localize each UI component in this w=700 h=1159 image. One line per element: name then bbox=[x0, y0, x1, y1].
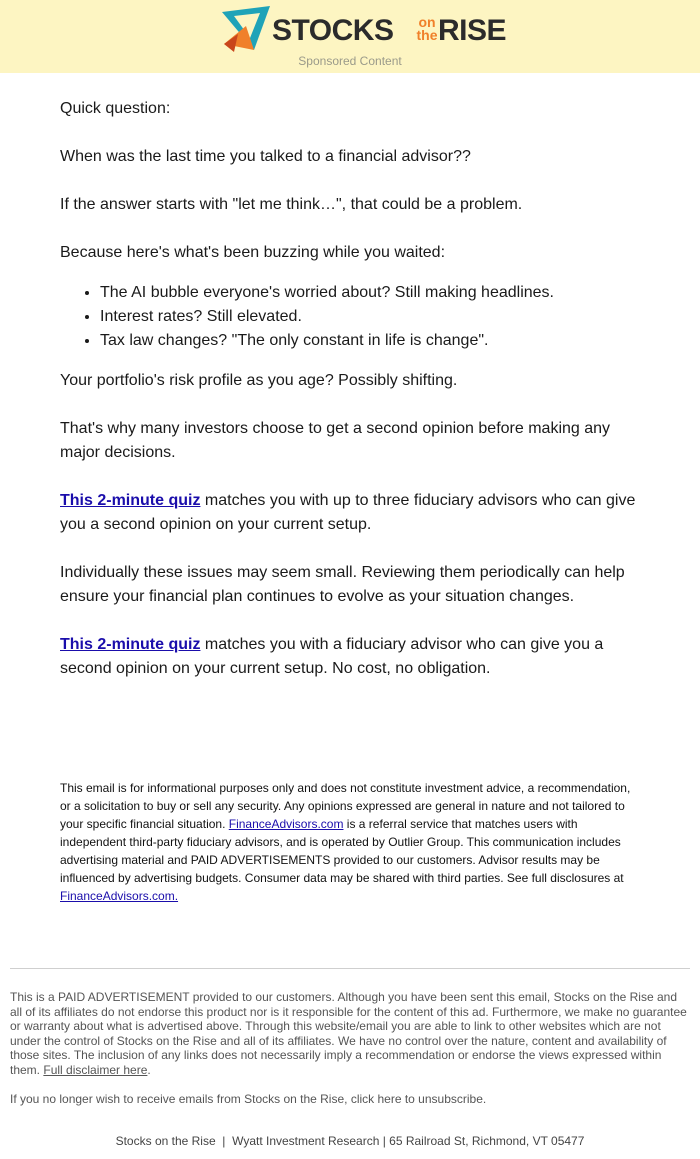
company-address: Stocks on the Rise | Wyatt Investment Research | 65 Railroad St, Richmond, VT 05477 bbox=[115, 1134, 585, 1148]
unsubscribe-text[interactable]: If you no longer wish to receive emails from Stocks on the Rise, click here to unsubscribe. bbox=[10, 1092, 487, 1106]
list-item: • The AI bubble everyone's worried about? Still making headlines. bbox=[100, 281, 640, 305]
risk-profile-paragraph: Your portfolio's risk profile as you age? Possibly shifting. bbox=[60, 372, 458, 389]
disclaimer-text-2: is a referral service that matches users with independent third-party fiduciary advisors, and is operated by Outlier Group. This communication includes advertising material and PAID ADVERTISEMENTS provided to our customers. Advisor results may be influenced by advertising budgets. Consumer data may be shared with third parties. See full disclosures at bbox=[60, 817, 624, 885]
paid-ad-period: . bbox=[147, 1062, 151, 1077]
footer-divider bbox=[10, 968, 690, 969]
brand-word-rise: RISE bbox=[438, 14, 507, 47]
quiz-link-1[interactable]: This 2-minute quiz bbox=[60, 492, 201, 509]
sponsored-label: Sponsored Content bbox=[298, 54, 402, 68]
paid-ad-text: This is a PAID ADVERTISEMENT provided to our customers. Although you have been sent this email, Stocks on the Rise and all of its affiliates do not endorse this product nor is it responsible for the content of this ad. Furthermore, we make no guarantee or warranty about what is advertised above. Through this website/email you are able to link to other websites which are not under the control of Stocks on the Rise and all of its affiliates. We have no control over the nature, content and availability of those sites. The inclusion of any links does not necessarily imply a recommendation or endorse the views expressed within them. bbox=[10, 990, 687, 1077]
header-banner bbox=[0, 0, 700, 73]
list-item: • Tax law changes? "The only constant in life is change". bbox=[100, 329, 640, 353]
brand-logo[interactable] bbox=[220, 4, 507, 54]
investment-disclaimer bbox=[60, 779, 640, 905]
full-disclaimer-link[interactable]: Full disclaimer here bbox=[43, 1062, 148, 1077]
logo-icon bbox=[220, 4, 272, 54]
buzzing-paragraph: Because here's what's been buzzing while you waited: bbox=[60, 244, 446, 261]
quiz-link-2[interactable]: This 2-minute quiz bbox=[60, 636, 201, 653]
financeadvisors-link-1[interactable]: FinanceAdvisors.com bbox=[228, 817, 344, 831]
list-item: • Interest rates? Still elevated. bbox=[100, 305, 640, 329]
quiz-paragraph-1 bbox=[60, 489, 640, 537]
issues-list bbox=[60, 281, 640, 353]
review-paragraph: Individually these issues may seem small. Reviewing them periodically can help ensure your financial plan continues to evolve as your situation changes. bbox=[60, 564, 625, 605]
quiz-paragraph-2-text: matches you with a fiduciary advisor who can give you a second opinion on your current setup. No cost, no obligation. bbox=[60, 636, 604, 677]
brand-word-on-the: on the bbox=[416, 14, 438, 43]
advisor-question: When was the last time you talked to a financial advisor?? bbox=[60, 148, 471, 165]
disclaimer-text-1: This email is for informational purposes only and does not constitute investment advice, a recommendation, or a solicitation to buy or sell any security. Any opinions expressed are general in nature and not tailored to your specific financial situation. bbox=[60, 781, 631, 831]
intro-question: Quick question: bbox=[60, 100, 171, 117]
second-opinion-paragraph: That's why many investors choose to get a second opinion before making any major decisions. bbox=[60, 420, 611, 461]
brand-word-stocks: STOCKS bbox=[272, 14, 394, 47]
quiz-paragraph-1-text: matches you with up to three fiduciary advisors who can give you a second opinion on your current setup. bbox=[60, 492, 636, 533]
email-body bbox=[0, 97, 700, 681]
problem-paragraph: If the answer starts with "let me think…", that could be a problem. bbox=[60, 196, 523, 213]
quiz-paragraph-2 bbox=[60, 633, 640, 681]
paid-ad-disclaimer bbox=[10, 990, 690, 1077]
financeadvisors-link-2[interactable]: FinanceAdvisors.com. bbox=[60, 889, 179, 903]
